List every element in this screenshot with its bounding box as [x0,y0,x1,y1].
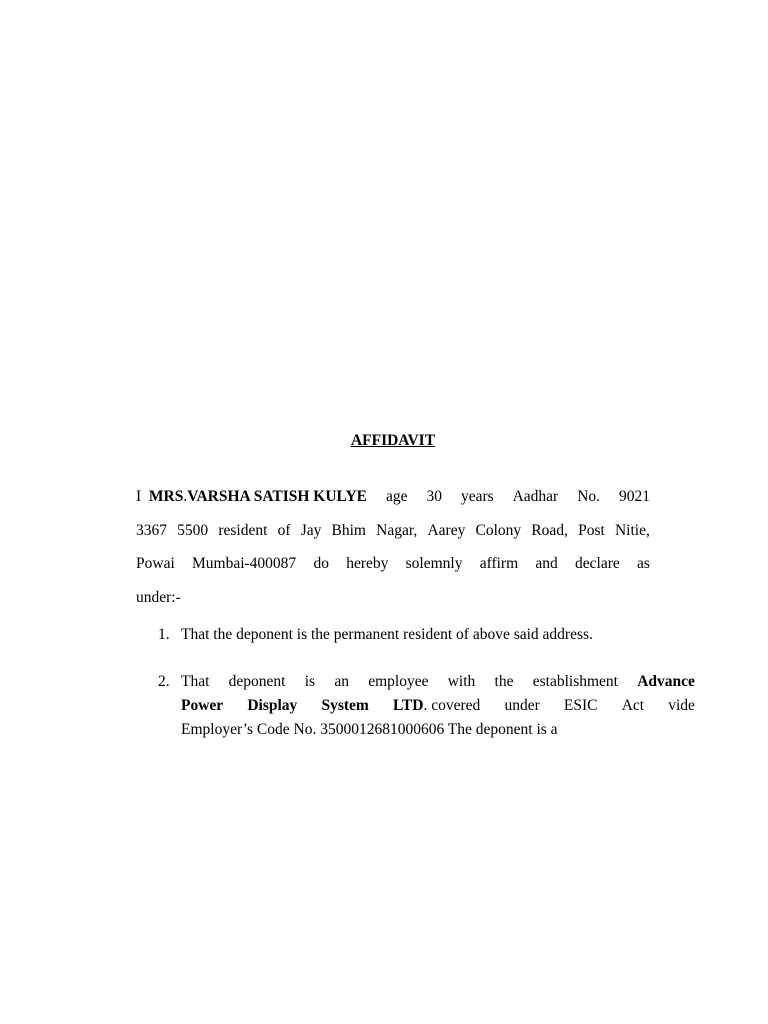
item-word: an [334,673,349,690]
intro-word: Aadhar [512,488,559,505]
intro-word: resident [218,521,268,539]
item-word: under [504,697,540,714]
intro-paragraph [136,480,650,614]
list-item [136,623,695,647]
intro-word: 5500 [177,521,209,539]
list-item-text: That the deponent is the permanent resident of above said address. [181,626,593,643]
intro-word: of [277,521,291,539]
company-name-part: Advance [637,673,695,690]
intro-word: do [313,555,329,572]
company-name-part: LTD [393,697,424,714]
intro-word: years [460,488,494,505]
intro-word: Post [578,521,605,539]
item-word: Act [621,697,645,714]
company-name-part: Display [247,697,298,714]
intro-pronoun: I [136,488,142,505]
intro-word: solemnly [405,555,463,572]
intro-word: as [637,555,650,572]
item-word: ESIC [563,697,598,714]
list-item-number: 2. [158,673,170,690]
item-word: is [304,673,316,690]
company-name-part: Power [181,697,224,714]
intro-word: Colony [475,521,522,539]
intro-word: hereby [346,555,389,572]
intro-word: affirm [479,555,519,572]
intro-word: Mumbai-400087 [192,555,297,572]
deponent-title: MRS [148,488,184,505]
intro-line-4: under:- [136,588,181,606]
list-item-line-2 [181,694,695,718]
intro-word: declare [575,555,620,572]
intro-word: 30 [426,488,442,505]
intro-line-1 [136,480,650,514]
intro-line-2 [136,514,650,548]
company-name-part: System [321,697,369,714]
intro-word: Nagar, [376,521,418,539]
item-word: employee [368,673,429,690]
document-title: AFFIDAVIT [350,432,436,449]
intro-word: Aarey [427,521,466,539]
intro-line-3 [136,547,650,581]
deponent-name: VARSHA SATISH KULYE [187,488,368,505]
intro-word: 3367 [136,521,167,539]
intro-word: Road, [531,521,568,539]
intro-word: Powai [136,555,175,572]
item-word: the [494,673,514,690]
intro-word: Nitie, [614,521,650,539]
intro-word: Bhim [331,521,366,539]
item-text: Employer’s Code No. 3500012681000606 The deponent is a [181,721,558,738]
list-item-line-3 [181,718,695,742]
item-word: That [181,673,210,690]
intro-word: 9021 [619,488,650,505]
item-word: with [447,673,476,690]
item-word: establishment [532,673,618,690]
item-word: vide [668,697,695,714]
list-item [136,670,695,742]
list-item-line-1 [181,670,695,694]
list-item-number: 1. [158,626,170,643]
item-word: . covered [423,697,481,714]
intro-word: age [385,488,408,505]
intro-word: and [535,555,558,572]
intro-word: Jay [300,521,322,539]
intro-word: No. [577,488,601,505]
item-word: deponent [228,673,286,690]
deponent-dot: . [183,488,188,505]
